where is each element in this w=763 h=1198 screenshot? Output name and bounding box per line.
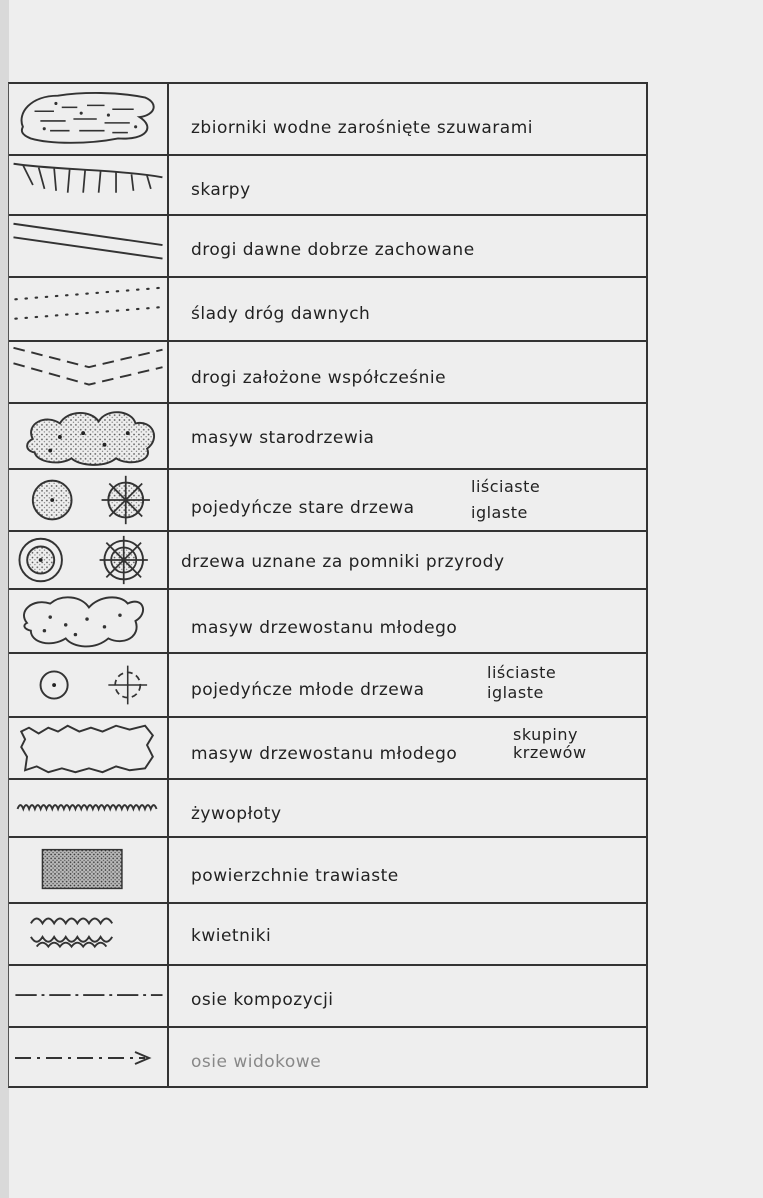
legend-row-old-single-trees <box>9 470 646 532</box>
legend-row-old-tree-mass <box>9 404 646 470</box>
old-tree-mass-icon <box>9 404 167 468</box>
legend-label: masyw starodrzewia <box>191 428 375 448</box>
legend-label: skarpy <box>191 180 251 200</box>
flowerbed-icon <box>9 904 167 964</box>
legend-row-modern-road <box>9 342 646 404</box>
legend-row-old-road <box>9 216 646 278</box>
young-single-trees-icon <box>9 654 167 716</box>
reed-pond-icon <box>9 84 167 154</box>
legend-row-escarpment <box>9 156 646 216</box>
view-axis-icon <box>9 1028 167 1088</box>
grass-area-icon <box>9 838 167 902</box>
legend-label: powierzchnie trawiaste <box>191 866 399 886</box>
legend-sub-top: liściaste <box>487 663 557 682</box>
legend-row-grass-area <box>9 838 646 904</box>
legend-label: kwietniki <box>191 926 272 946</box>
young-stand-icon <box>9 590 167 652</box>
legend-row-old-road-trace <box>9 278 646 342</box>
legend-label: masyw drzewostanu młodego <box>191 618 458 638</box>
monument-trees-icon <box>9 532 167 588</box>
old-road-trace-icon <box>9 278 167 340</box>
legend-row-young-single-trees <box>9 654 646 718</box>
legend-table <box>8 82 648 1088</box>
hedge-icon <box>9 780 167 836</box>
legend-row-hedge <box>9 780 646 838</box>
legend-row-view-axis <box>9 1028 646 1088</box>
escarpment-icon <box>9 156 167 214</box>
legend-label: żywopłoty <box>191 804 282 824</box>
legend-label: osie kompozycji <box>191 990 334 1010</box>
legend-row-young-stand <box>9 590 646 654</box>
legend-row-flowerbed <box>9 904 646 966</box>
old-road-icon <box>9 216 167 276</box>
legend-sub-top: liściaste <box>471 477 541 496</box>
legend-label: zbiorniki wodne zarośnięte szuwarami <box>191 118 533 138</box>
legend-label: pojedyńcze młode drzewa <box>191 680 425 700</box>
legend-row-composition-axis <box>9 966 646 1028</box>
legend-label: drogi założone współcześnie <box>191 368 447 388</box>
legend-label: drogi dawne dobrze zachowane <box>191 240 475 260</box>
composition-axis-icon <box>9 966 167 1026</box>
old-single-trees-icon <box>9 470 167 530</box>
legend-label: drzewa uznane za pomniki przyrody <box>181 552 505 572</box>
legend-row-reed-pond <box>9 84 646 156</box>
shrub-group-icon <box>9 718 167 778</box>
legend-label: ślady dróg dawnych <box>191 304 371 324</box>
legend-sub-bottom: krzewów <box>513 743 587 762</box>
legend-label: osie widokowe <box>191 1052 322 1072</box>
legend-row-monument-trees <box>9 532 646 590</box>
legend-label: masyw drzewostanu młodego <box>191 744 458 764</box>
legend-label: pojedyńcze stare drzewa <box>191 498 415 518</box>
legend-row-shrub-group <box>9 718 646 780</box>
modern-road-icon <box>9 342 167 402</box>
legend-sub-bottom: iglaste <box>471 503 528 522</box>
legend-sub-top: skupiny <box>513 725 578 744</box>
legend-sub-bottom: iglaste <box>487 683 544 702</box>
